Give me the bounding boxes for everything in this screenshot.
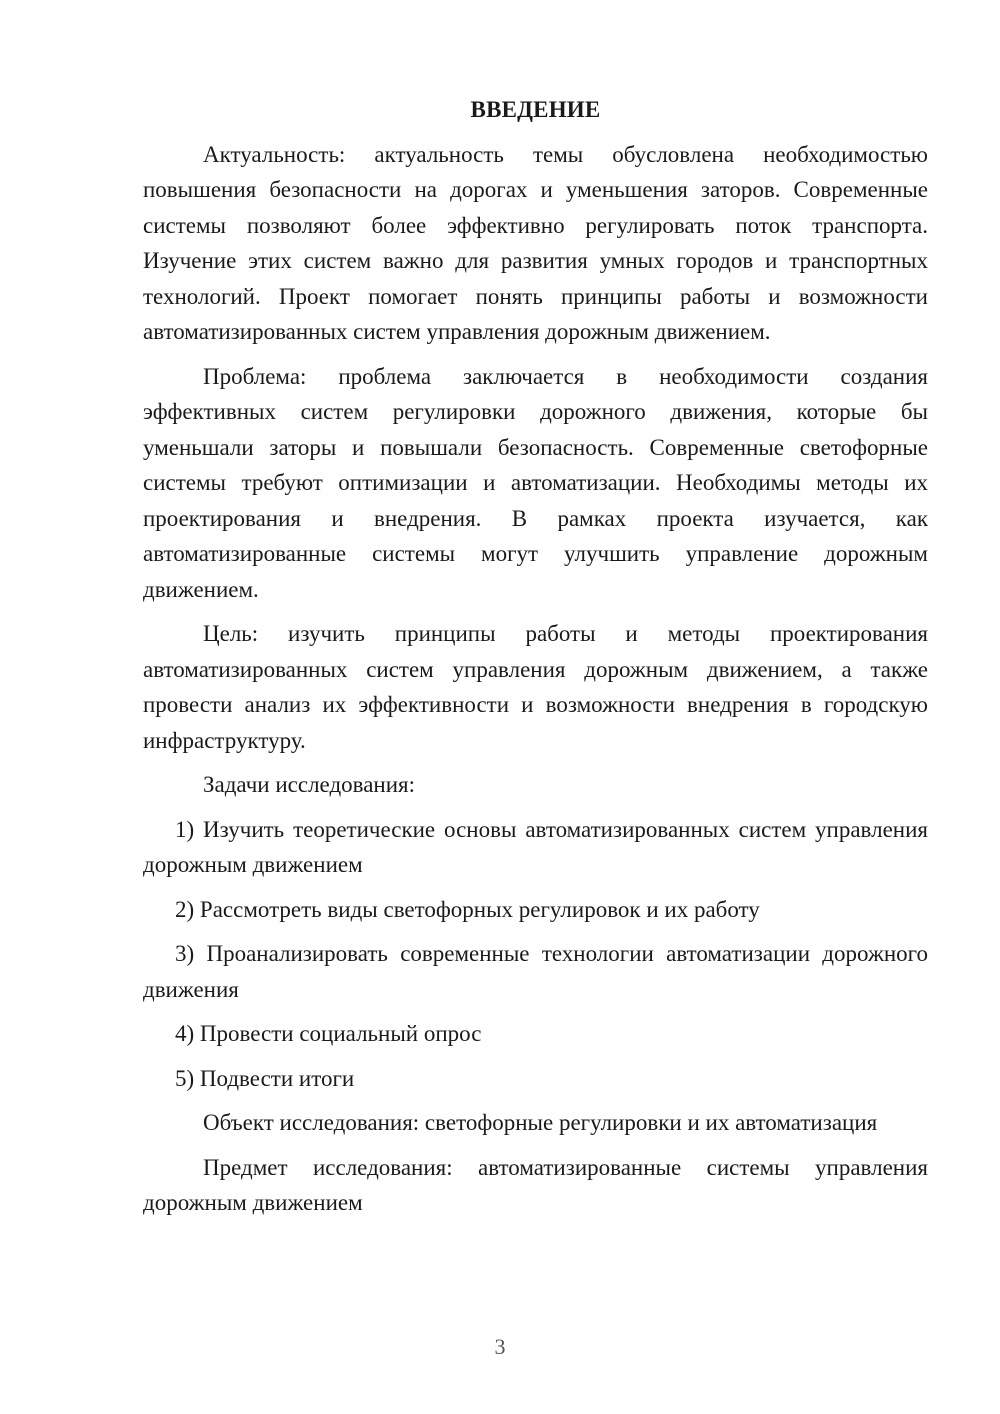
- subject-paragraph: Предмет исследования: автоматизированные системы управления дорожным движением: [143, 1154, 928, 1215]
- goal-paragraph: Цель: изучить принципы работы и методы проектирования автоматизированных систем управления дорожным движением, а также провести анализ их эффективности и возможности внедрения в городскую инфраструктуру.: [143, 621, 928, 753]
- object-paragraph: Объект исследования: светофорные регулировки и их автоматизация: [203, 1110, 878, 1135]
- task-item-5: 5) Подвести итоги: [175, 1065, 355, 1091]
- relevance-paragraph: Актуальность: актуальность темы обусловлена необходимостью повышения безопасности на дорогах и уменьшения заторов. Современные системы позволяют более эффективно регулировать поток транспорта. Изучение этих систем важно для развития умных городов и транспортных технологий. Проект помогает понять принципы работы и возможности автоматизированных систем управления дорожным движением.: [143, 141, 928, 344]
- task-item-2: 2) Рассмотреть виды светофорных регулировок и их работу: [175, 896, 760, 922]
- task-item-3: 3) Проанализировать современные технологии автоматизации дорожного движения: [143, 941, 928, 1002]
- task-item-1: 1) Изучить теоретические основы автоматизированных систем управления дорожным движением: [143, 816, 928, 877]
- tasks-heading: Задачи исследования:: [203, 772, 416, 797]
- problem-paragraph: Проблема: проблема заключается в необходимости создания эффективных систем регулировки дорожного движения, которые бы уменьшали заторы и повышали безопасность. Современные светофорные системы требуют оптимизации и автоматизации. Необходимы методы их проектирования и внедрения. В рамках проекта изучается, как автоматизированные системы могут улучшить управление дорожным движением.: [143, 363, 928, 602]
- task-item-4: 4) Провести социальный опрос: [175, 1021, 482, 1046]
- document-page: [143, 92, 928, 1230]
- page-title: ВВЕДЕНИЕ: [470, 97, 601, 122]
- page-number: 3: [494, 1334, 506, 1359]
